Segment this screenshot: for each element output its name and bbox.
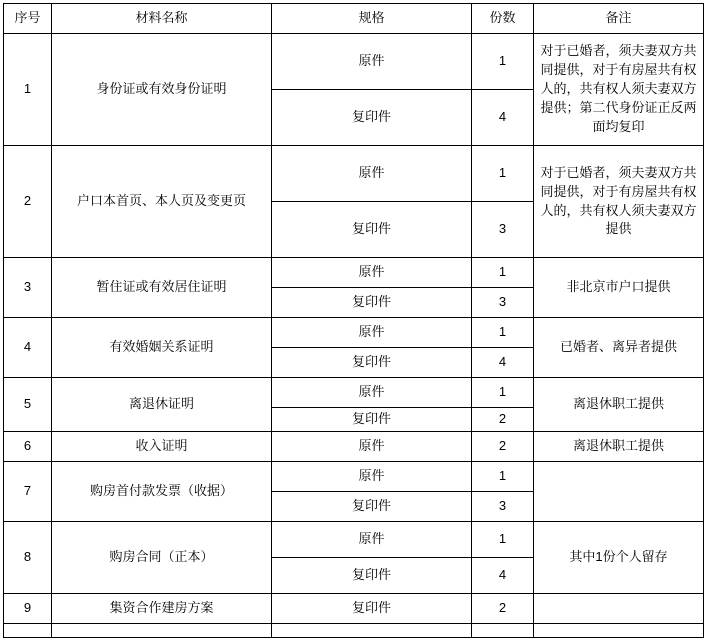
cell-note: 对于已婚者，须夫妻双方共同提供，对于有房屋共有权人的，共有权人须夫妻双方提供；第二代身份证正反两面均复印: [534, 34, 704, 146]
cell-no: 7: [4, 461, 52, 521]
cell-no: [4, 623, 52, 637]
cell-name: 收入证明: [52, 431, 272, 461]
cell-name: 离退休证明: [52, 378, 272, 432]
header-cell-spec: 规格: [272, 4, 472, 34]
header-cell-count: 份数: [472, 4, 534, 34]
cell-name: 身份证或有效身份证明: [52, 34, 272, 146]
cell-no: 8: [4, 521, 52, 593]
table-row: [4, 318, 704, 348]
cell-count: 1: [472, 146, 534, 202]
cell-note: 离退休职工提供: [534, 431, 704, 461]
cell-note: 已婚者、离异者提供: [534, 318, 704, 378]
cell-no: 3: [4, 258, 52, 318]
cell-spec: 复印件: [272, 593, 472, 623]
cell-spec: 原件: [272, 461, 472, 491]
cell-name: [52, 623, 272, 637]
cell-name: 有效婚姻关系证明: [52, 318, 272, 378]
cell-note: 非北京市户口提供: [534, 258, 704, 318]
cell-spec: 原件: [272, 34, 472, 90]
cell-count: 1: [472, 461, 534, 491]
cell-count: 2: [472, 593, 534, 623]
cell-count: 1: [472, 258, 534, 288]
cell-spec: 复印件: [272, 491, 472, 521]
cell-note: [534, 593, 704, 623]
table-row: [4, 146, 704, 202]
table-row: [4, 378, 704, 408]
cell-spec: 复印件: [272, 288, 472, 318]
cell-name: 购房首付款发票（收据）: [52, 461, 272, 521]
header-cell-name: 材料名称: [52, 4, 272, 34]
cell-count: 3: [472, 202, 534, 258]
cell-count: 2: [472, 408, 534, 432]
table-header-row: [4, 4, 704, 34]
cell-count: 4: [472, 557, 534, 593]
cell-no: 5: [4, 378, 52, 432]
cell-note: 离退休职工提供: [534, 378, 704, 432]
materials-table: [3, 3, 704, 638]
table-row: [4, 431, 704, 461]
cell-no: 4: [4, 318, 52, 378]
cell-no: 9: [4, 593, 52, 623]
table-row: [4, 258, 704, 288]
cell-spec: 复印件: [272, 408, 472, 432]
header-cell-no: 序号: [4, 4, 52, 34]
cell-count: 2: [472, 431, 534, 461]
cell-no: 2: [4, 146, 52, 258]
cell-spec: 原件: [272, 378, 472, 408]
cell-count: 3: [472, 288, 534, 318]
cell-name: 户口本首页、本人页及变更页: [52, 146, 272, 258]
cell-note: [534, 623, 704, 637]
cell-note: 其中1份个人留存: [534, 521, 704, 593]
cell-spec: 原件: [272, 146, 472, 202]
cell-spec: 复印件: [272, 557, 472, 593]
table-row: [4, 461, 704, 491]
cell-spec: 复印件: [272, 90, 472, 146]
cell-spec: 复印件: [272, 348, 472, 378]
cell-note: [534, 461, 704, 521]
cell-no: 1: [4, 34, 52, 146]
cell-count: 4: [472, 90, 534, 146]
cell-note: 对于已婚者，须夫妻双方共同提供，对于有房屋共有权人的，共有权人须夫妻双方提供: [534, 146, 704, 258]
cell-spec: 原件: [272, 318, 472, 348]
table-row: [4, 34, 704, 90]
cell-name: 集资合作建房方案: [52, 593, 272, 623]
cell-count: 1: [472, 521, 534, 557]
table-row: [4, 521, 704, 557]
header-cell-note: 备注: [534, 4, 704, 34]
cell-name: 购房合同（正本）: [52, 521, 272, 593]
table-row: [4, 593, 704, 623]
cell-count: [472, 623, 534, 637]
cell-spec: 原件: [272, 258, 472, 288]
cell-spec: 原件: [272, 431, 472, 461]
cell-count: 1: [472, 378, 534, 408]
cell-count: 1: [472, 34, 534, 90]
table-row-partial: [4, 623, 704, 637]
cell-spec: [272, 623, 472, 637]
cell-count: 1: [472, 318, 534, 348]
cell-count: 4: [472, 348, 534, 378]
cell-no: 6: [4, 431, 52, 461]
cell-count: 3: [472, 491, 534, 521]
cell-name: 暂住证或有效居住证明: [52, 258, 272, 318]
cell-spec: 复印件: [272, 202, 472, 258]
cell-spec: 原件: [272, 521, 472, 557]
